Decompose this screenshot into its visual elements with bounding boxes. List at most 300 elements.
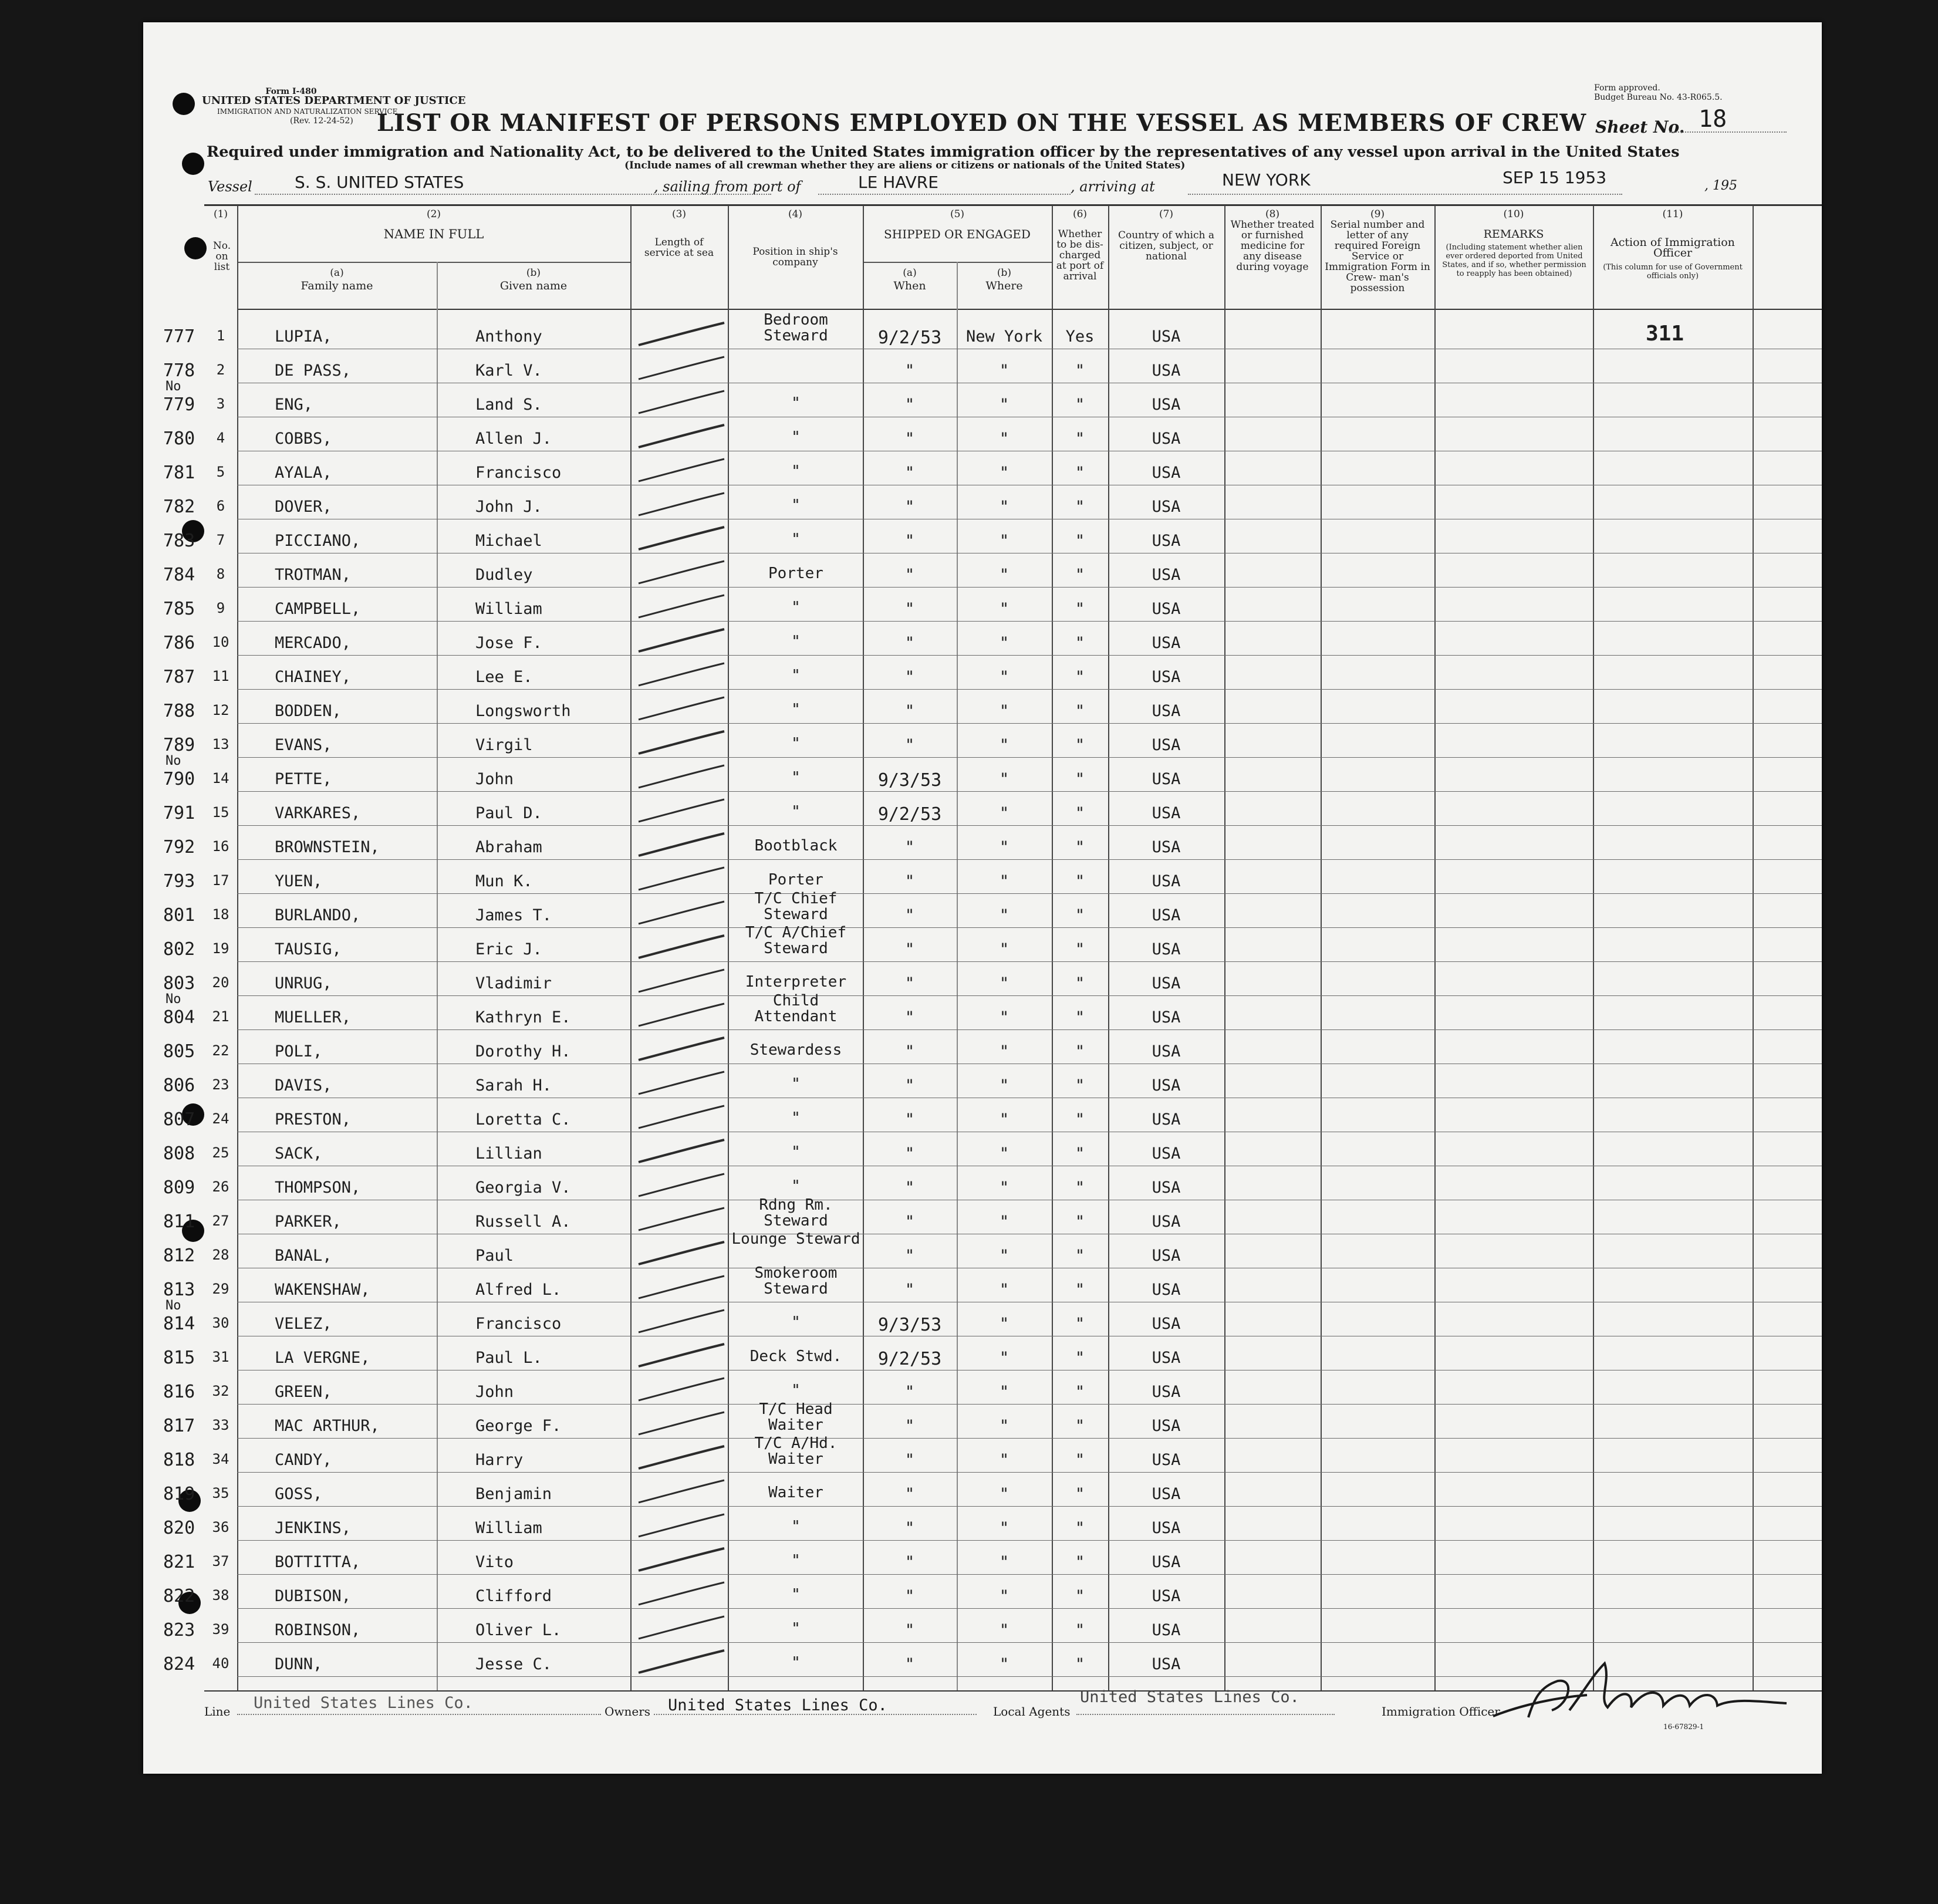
position: Bedroom Steward — [764, 311, 828, 345]
discharge: " — [1075, 464, 1085, 482]
family-name: TAUSIG, — [275, 940, 342, 958]
margin-number: 817 — [163, 1416, 195, 1436]
position: Rdng Rm. Steward — [759, 1196, 833, 1230]
row-number: 21 — [212, 1008, 229, 1025]
shipped-where: " — [999, 1655, 1009, 1673]
margin-number: 802 — [163, 939, 195, 960]
country: USA — [1152, 1655, 1181, 1673]
position: Bootblack — [754, 837, 838, 855]
service-check-mark — [630, 1578, 730, 1613]
revision: (Rev. 12-24-52) — [290, 116, 353, 126]
service-check-mark — [630, 693, 730, 728]
shipped-when: 9/2/53 — [877, 1349, 942, 1369]
country: USA — [1152, 974, 1181, 992]
arriving-port: NEW YORK — [1222, 170, 1311, 190]
row-number: 34 — [212, 1451, 229, 1467]
given-name: Benjamin — [475, 1485, 552, 1503]
position: T/C A/Hd. Waiter — [754, 1434, 838, 1468]
service-check-mark — [630, 931, 730, 966]
shipped-where: " — [999, 1008, 1009, 1027]
row-divider — [237, 1608, 1822, 1609]
position: " — [791, 1654, 801, 1672]
country: USA — [1152, 1349, 1181, 1367]
country: USA — [1152, 736, 1181, 754]
shipped-where: " — [999, 1315, 1009, 1333]
family-name: CAMPBELL, — [275, 600, 361, 618]
shipped-when: " — [904, 566, 915, 584]
family-name: UNRUG, — [275, 974, 332, 992]
given-name: John J. — [475, 498, 542, 516]
shipped-when: " — [904, 1451, 915, 1469]
family-name: PICCIANO, — [275, 532, 361, 550]
col5-label: SHIPPED OR ENGAGED — [884, 227, 1031, 241]
family-name: ENG, — [275, 396, 313, 414]
margin-number: 813 — [163, 1280, 195, 1300]
service-check-mark — [630, 318, 730, 353]
discharge: " — [1075, 532, 1085, 550]
row-number: 12 — [212, 702, 229, 718]
discharge: " — [1075, 1655, 1085, 1673]
shipped-when: 9/2/53 — [877, 804, 942, 825]
agents-label: Local Agents — [993, 1704, 1071, 1719]
family-name: DUNN, — [275, 1655, 323, 1673]
line-label: Line — [204, 1704, 231, 1719]
owners-label: Owners — [605, 1704, 651, 1719]
position: Smokeroom Steward — [754, 1264, 838, 1298]
service-check-mark — [630, 897, 730, 932]
country: USA — [1152, 1417, 1181, 1435]
family-name: BROWNSTEIN, — [275, 838, 380, 856]
family-name: CHAINEY, — [275, 668, 352, 686]
col6-label: Whether to be dis- charged at port of arrival — [1056, 228, 1104, 282]
family-name: DAVIS, — [275, 1076, 332, 1095]
service-check-mark — [630, 1407, 730, 1443]
margin-number: 781 — [163, 463, 195, 483]
margin-number: 820 — [163, 1518, 195, 1538]
family-name: COBBS, — [275, 430, 332, 448]
margin-number: 822 — [163, 1586, 195, 1606]
row-number: 24 — [212, 1110, 229, 1127]
given-name: Lee E. — [475, 668, 533, 686]
row-number: 3 — [216, 396, 225, 412]
margin-number: 819 — [163, 1484, 195, 1504]
col4-num: (4) — [788, 208, 803, 220]
family-name: PETTE, — [275, 770, 332, 788]
margin-number: 778 — [163, 360, 195, 381]
family-name: AYALA, — [275, 464, 332, 482]
country: USA — [1152, 396, 1181, 414]
country: USA — [1152, 1042, 1181, 1061]
margin-number: 779 — [163, 394, 195, 415]
given-name: Vito — [475, 1553, 514, 1571]
col8-num: (8) — [1265, 208, 1280, 220]
shipped-when: " — [904, 1008, 915, 1027]
margin-number: 801 — [163, 905, 195, 926]
country: USA — [1152, 838, 1181, 856]
arriving-label: , arriving at — [1071, 178, 1155, 195]
margin-number: 790 — [163, 769, 195, 789]
row-divider — [237, 1540, 1822, 1541]
country: USA — [1152, 1451, 1181, 1469]
row-number: 23 — [212, 1076, 229, 1093]
col-line — [1321, 205, 1322, 1690]
service-check-mark — [630, 795, 730, 830]
country: USA — [1152, 1281, 1181, 1299]
given-name: Allen J. — [475, 430, 552, 448]
position: Porter — [768, 565, 823, 582]
service-check-mark — [630, 1271, 730, 1307]
col2-num: (2) — [426, 208, 441, 220]
sheet-underline — [1669, 131, 1787, 133]
col-line — [437, 262, 438, 1690]
shipped-when: " — [904, 1417, 915, 1435]
col2b-label: Given name — [499, 279, 568, 292]
position: Child Attendant — [754, 992, 838, 1025]
row-number: 7 — [216, 532, 225, 548]
shipped-where: " — [999, 906, 1009, 924]
row-number: 1 — [216, 328, 225, 344]
row-divider — [237, 995, 1822, 996]
discharge: " — [1075, 1213, 1085, 1231]
position: " — [791, 667, 801, 684]
officer-label: Immigration Officer — [1382, 1704, 1500, 1719]
country: USA — [1152, 906, 1181, 924]
shipped-where: " — [999, 1451, 1009, 1469]
service-check-mark — [630, 488, 730, 524]
service-check-mark — [630, 965, 730, 1000]
shipped-when: " — [904, 974, 915, 992]
shipped-where: " — [999, 396, 1009, 414]
owners-value: United States Lines Co. — [668, 1696, 887, 1714]
form-approved: Form approved. — [1594, 83, 1660, 93]
col8-label: Whether treated or furnished medicine for any disease during voyage — [1230, 219, 1315, 273]
col11-label: Action of Immigration Officer — [1611, 236, 1735, 259]
row-number: 32 — [212, 1383, 229, 1399]
margin-number: 816 — [163, 1382, 195, 1402]
shipped-when: " — [904, 1145, 915, 1163]
discharge: " — [1075, 634, 1085, 652]
service-check-mark — [630, 454, 730, 489]
service-check-mark — [630, 1510, 730, 1545]
col1-label: No. on list — [212, 240, 231, 273]
row-number: 5 — [216, 464, 225, 480]
service-check-mark — [630, 522, 730, 558]
discharge: " — [1075, 600, 1085, 618]
row-number: 6 — [216, 498, 225, 514]
row-number: 18 — [212, 906, 229, 923]
discharge: " — [1075, 430, 1085, 448]
punch-hole — [184, 237, 207, 259]
family-name: EVANS, — [275, 736, 332, 754]
arrival-date: SEP 15 1953 — [1503, 168, 1607, 187]
budget-bureau: Budget Bureau No. 43-R065.5. — [1594, 93, 1723, 102]
row-number: 39 — [212, 1621, 229, 1638]
col2a-label: Family name — [301, 279, 373, 292]
col4-label: Position in ship's company — [752, 246, 838, 268]
punch-hole — [182, 153, 204, 175]
discharge: " — [1075, 1008, 1085, 1027]
country: USA — [1152, 498, 1181, 516]
given-name: Eric J. — [475, 940, 542, 958]
margin-number: 789 — [163, 735, 195, 755]
margin-number: 805 — [163, 1041, 195, 1062]
shipped-where: " — [999, 838, 1009, 856]
col7-num: (7) — [1159, 208, 1174, 220]
row-number: 28 — [212, 1247, 229, 1263]
row-divider — [237, 1574, 1822, 1575]
position: T/C Head Waiter — [759, 1400, 833, 1434]
shipped-when: " — [904, 838, 915, 856]
shipped-when: " — [904, 872, 915, 890]
service-check-mark — [630, 556, 730, 592]
shipped-when: " — [904, 362, 915, 380]
col2b-num: (b) — [526, 267, 541, 279]
discharge: " — [1075, 1417, 1085, 1435]
shipped-when: " — [904, 1655, 915, 1673]
given-name: John — [475, 770, 514, 788]
discharge: " — [1075, 1076, 1085, 1095]
col5a-label: When — [893, 279, 926, 292]
margin-number: 793 — [163, 871, 195, 892]
given-name: Jose F. — [475, 634, 542, 652]
discharge: " — [1075, 1145, 1085, 1163]
discharge: " — [1075, 872, 1085, 890]
row-number: 31 — [212, 1349, 229, 1365]
service-check-mark — [630, 386, 730, 421]
shipped-where: " — [999, 1519, 1009, 1537]
row-divider — [237, 893, 1822, 894]
shipped-when: 9/2/53 — [877, 328, 942, 348]
subtitle: Required under immigration and Nationality Act, to be delivered to the United States immigration officer by the representatives of any vessel upon arrival in the United States — [207, 143, 1680, 161]
family-name: DOVER, — [275, 498, 332, 516]
year-suffix: , 195 — [1704, 178, 1737, 193]
given-name: Oliver L. — [475, 1621, 562, 1639]
col5a-num: (a) — [903, 267, 917, 279]
position: Porter — [768, 871, 823, 889]
margin-number: 814 — [163, 1314, 195, 1334]
given-name: Kathryn E. — [475, 1008, 571, 1027]
margin-number: 782 — [163, 497, 195, 517]
shipped-when: " — [904, 1179, 915, 1197]
position: " — [791, 463, 801, 480]
col2a-num: (a) — [330, 267, 344, 279]
port-name: LE HAVRE — [858, 173, 938, 192]
position: " — [791, 394, 801, 412]
row-number: 37 — [212, 1553, 229, 1569]
margin-number: 821 — [163, 1552, 195, 1572]
position: " — [791, 633, 801, 650]
margin-number: 815 — [163, 1348, 195, 1368]
given-name: Vladimir — [475, 974, 552, 992]
row-divider — [237, 587, 1822, 588]
col3-label: Length of service at sea — [644, 237, 714, 259]
shipped-when: " — [904, 1247, 915, 1265]
shipped-where: " — [999, 1042, 1009, 1061]
row-number: 4 — [216, 430, 225, 446]
country: USA — [1152, 702, 1181, 720]
margin-number: 787 — [163, 667, 195, 687]
shipped-where: " — [999, 362, 1009, 380]
country: USA — [1152, 1213, 1181, 1231]
shipped-where: " — [999, 1417, 1009, 1435]
col-line — [1593, 205, 1594, 1690]
shipped-when: " — [904, 1485, 915, 1503]
position: Stewardess — [749, 1041, 842, 1059]
shipped-where: " — [999, 940, 1009, 958]
shipped-where: " — [999, 1076, 1009, 1095]
family-name: WAKENSHAW, — [275, 1281, 370, 1299]
shipped-where: " — [999, 1247, 1009, 1265]
discharge: " — [1075, 1587, 1085, 1605]
punch-hole — [173, 93, 195, 115]
discharge: " — [1075, 736, 1085, 754]
position: " — [791, 1177, 801, 1195]
col9-num: (9) — [1370, 208, 1385, 220]
family-name: YUEN, — [275, 872, 323, 890]
margin-number: 803 — [163, 973, 195, 994]
margin-number: 785 — [163, 599, 195, 619]
given-name: Russell A. — [475, 1213, 571, 1231]
row-number: 2 — [216, 362, 225, 378]
shipped-where: " — [999, 1383, 1009, 1401]
shipped-when: " — [904, 464, 915, 482]
row-divider — [237, 825, 1822, 826]
country: USA — [1152, 1110, 1181, 1129]
shipped-when: " — [904, 1110, 915, 1129]
family-name: BOTTITTA, — [275, 1553, 361, 1571]
shipped-where: " — [999, 668, 1009, 686]
country: USA — [1152, 1621, 1181, 1639]
row-divider — [237, 723, 1822, 724]
position: " — [791, 1586, 801, 1603]
shipped-when: " — [904, 1076, 915, 1095]
shipped-where: " — [999, 872, 1009, 890]
margin-note: No — [166, 379, 181, 394]
row-divider — [237, 1642, 1822, 1643]
service-check-mark — [630, 1612, 730, 1647]
family-name: CANDY, — [275, 1451, 332, 1469]
service-check-mark — [630, 1441, 730, 1477]
position: Interpreter — [745, 973, 847, 991]
country: USA — [1152, 464, 1181, 482]
shipped-when: " — [904, 430, 915, 448]
position: " — [791, 1382, 801, 1399]
discharge: " — [1075, 1281, 1085, 1299]
row-number: 16 — [212, 838, 229, 855]
service-check-mark — [630, 1169, 730, 1204]
given-name: Jesse C. — [475, 1655, 552, 1673]
given-name: Loretta C. — [475, 1110, 571, 1129]
position: " — [791, 1075, 801, 1093]
discharge: Yes — [1065, 328, 1095, 346]
margin-number: 812 — [163, 1245, 195, 1266]
position: " — [791, 1314, 801, 1331]
position: " — [791, 701, 801, 718]
row-divider — [237, 655, 1822, 656]
country: USA — [1152, 940, 1181, 958]
family-name: GREEN, — [275, 1383, 332, 1401]
given-name: Georgia V. — [475, 1179, 571, 1197]
country: USA — [1152, 600, 1181, 618]
service-check-mark — [630, 1067, 730, 1102]
shipped-when: " — [904, 736, 915, 754]
given-name: Lillian — [475, 1145, 542, 1163]
discharge: " — [1075, 668, 1085, 686]
row-number: 29 — [212, 1281, 229, 1297]
service-check-mark — [630, 624, 730, 660]
family-name: LUPIA, — [275, 328, 332, 346]
country: USA — [1152, 1315, 1181, 1333]
row-divider — [237, 1029, 1822, 1030]
shipped-where: " — [999, 1485, 1009, 1503]
shipped-where: " — [999, 974, 1009, 992]
shipped-when: " — [904, 634, 915, 652]
discharge: " — [1075, 566, 1085, 584]
given-name: Francisco — [475, 1315, 562, 1333]
shipped-where: New York — [965, 328, 1043, 346]
country: USA — [1152, 532, 1181, 550]
row-divider — [237, 757, 1822, 758]
subnote: (Include names of all crewman whether they are aliens or citizens or nationals of the United States) — [624, 160, 1186, 171]
col10-note: (Including statement whether alien ever ordered deported from United States, and if so, whether permission to reapply has been obtained) — [1442, 243, 1586, 278]
country: USA — [1152, 1519, 1181, 1537]
given-name: Sarah H. — [475, 1076, 552, 1095]
service-check-mark — [630, 1339, 730, 1375]
shipped-when: " — [904, 396, 915, 414]
country: USA — [1152, 328, 1181, 346]
country: USA — [1152, 668, 1181, 686]
line-underline — [237, 1714, 601, 1715]
shipped-when: " — [904, 906, 915, 924]
manifest-sheet — [143, 22, 1822, 1774]
service-check-mark — [630, 420, 730, 455]
family-name: DE PASS, — [275, 362, 352, 380]
given-name: Virgil — [475, 736, 533, 754]
row-divider — [237, 1404, 1822, 1405]
discharge: " — [1075, 702, 1085, 720]
row-divider — [237, 791, 1822, 792]
service-check-mark — [630, 1476, 730, 1511]
country: USA — [1152, 1179, 1181, 1197]
col5b-num: (b) — [997, 267, 1012, 279]
discharge: " — [1075, 1349, 1085, 1367]
row-number: 27 — [212, 1213, 229, 1229]
col-line — [1224, 205, 1225, 1690]
row-number: 22 — [212, 1042, 229, 1059]
family-name: THOMPSON, — [275, 1179, 361, 1197]
family-name: MAC ARTHUR, — [275, 1417, 380, 1435]
margin-number: 824 — [163, 1654, 195, 1675]
shipped-where: " — [999, 1349, 1009, 1367]
service-check-mark — [630, 1544, 730, 1579]
family-name: POLI, — [275, 1042, 323, 1061]
discharge: " — [1075, 940, 1085, 958]
row-number: 10 — [212, 634, 229, 650]
owners-underline — [654, 1714, 977, 1715]
margin-note: No — [166, 1298, 181, 1313]
given-name: Francisco — [475, 464, 562, 482]
row-divider — [237, 1472, 1822, 1473]
service-check-mark — [630, 352, 730, 387]
given-name: Dudley — [475, 566, 533, 584]
family-name: MUELLER, — [275, 1008, 352, 1027]
header-bottom-rule — [237, 309, 1822, 310]
col-line — [1434, 205, 1436, 1690]
given-name: Longsworth — [475, 702, 571, 720]
shipped-where: " — [999, 1145, 1009, 1163]
col9-label: Serial number and letter of any required Foreign Service or Immigration Form in Crew- man's possession — [1325, 219, 1430, 294]
margin-number: 791 — [163, 803, 195, 823]
